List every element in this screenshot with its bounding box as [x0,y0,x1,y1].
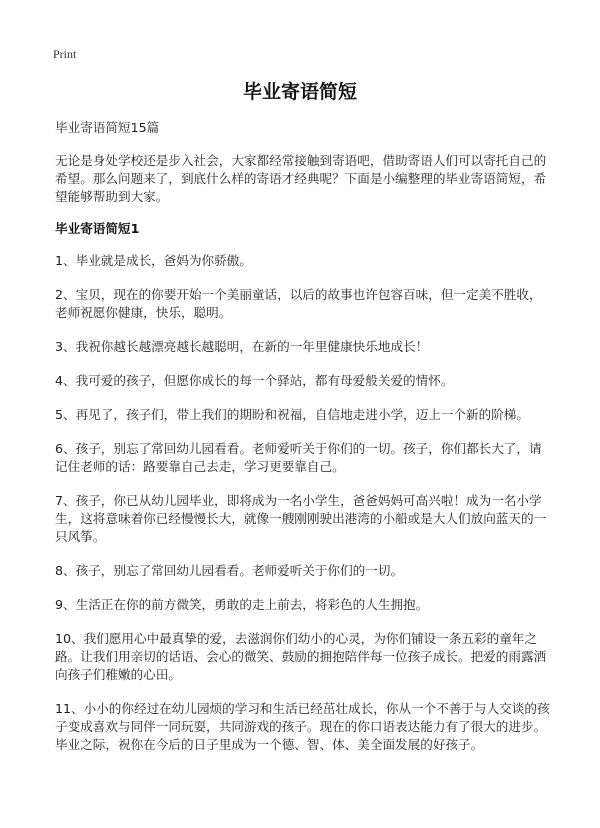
list-item-10: 10、我们愿用心中最真挚的爱，去滋润你们幼小的心灵，为你们铺设一条五彩的童年之路。让我们用亲切的话语、会心的微笑、鼓励的拥抱陪伴每一位孩子成长。把爱的雨露洒向孩子们稚嫩的心田。 [55,631,547,682]
list-item-9: 9、生活正在你的前方微笑，勇敢的走上前去，将彩色的人生拥抱。 [55,597,429,612]
list-item-5: 5、再见了，孩子们，带上我们的期盼和祝福，自信地走进小学，迈上一个新的阶梯。 [55,407,529,422]
intro-paragraph: 无论是身处学校还是步入社会，大家都经常接触到寄语吧，借助寄语人们可以寄托自己的希望。那么问题来了，到底什么样的寄语才经典呢？下面是小编整理的毕业寄语简短，希望能够帮助到大家。 [55,153,547,204]
section-heading: 毕业寄语简短1 [55,221,140,236]
list-item-2: 2、宝贝，现在的你要开始一个美丽童话，以后的故事也许包容百味，但一定美不胜收，老师祝愿你健康，快乐，聪明。 [55,287,542,320]
list-item-1: 1、毕业就是成长，爸妈为你骄傲。 [55,253,252,268]
list-item-7: 7、孩子，你已从幼儿园毕业，即将成为一名小学生，爸爸妈妈可高兴啦！成为一名小学生，这将意味着你已经慢慢长大，就像一艘刚刚驶出港湾的小船或是大人们放向蓝天的一只风筝。 [55,493,547,544]
print-link[interactable]: Print [53,47,77,61]
list-item-4: 4、我可爱的孩子，但愿你成长的每一个驿站，都有母爱般关爱的情怀。 [55,373,454,388]
list-item-8: 8、孩子，别忘了常回幼儿园看看。老师爱听关于你们的一切。 [55,563,404,578]
list-item-3: 3、我祝你越长越漂亮越长越聪明，在新的一年里健康快乐地成长！ [55,339,429,354]
page-title: 毕业寄语简短 [242,81,357,103]
list-item-11: 11、小小的你经过在幼儿园烦的学习和生活已经茁壮成长，你从一个不善于与人交谈的孩子变成喜欢与同伴一同玩耍，共同游戏的孩子。现在的你口语表达能力有了很大的进步。毕业之际，祝你在今后的日子里成为一个德、智、体、美全面发展的好孩子。 [55,701,550,752]
document-body [55,119,552,770]
document-subtitle: 毕业寄语简短15篇 [55,120,160,135]
list-item-6: 6、孩子，别忘了常回幼儿园看看。老师爱听关于你们的一切。孩子，你们都长大了，请记住老师的话：路要靠自己去走，学习更要靠自己。 [55,441,542,474]
